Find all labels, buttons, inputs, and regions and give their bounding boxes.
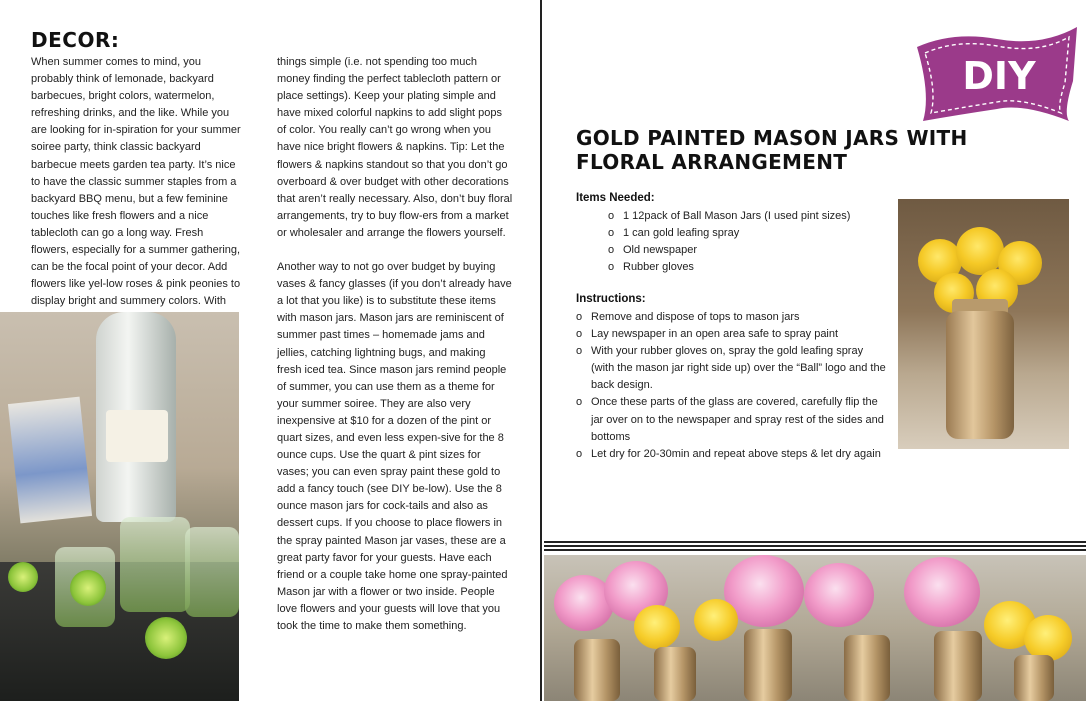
decorative-stripes bbox=[544, 541, 1086, 553]
gold-jar-shape bbox=[946, 311, 1014, 439]
rose-shape bbox=[956, 227, 1004, 275]
lime-shape bbox=[8, 562, 38, 592]
gold-jar-shape bbox=[934, 631, 982, 701]
lime-shape bbox=[70, 570, 106, 606]
list-item: o Once these parts of the glass are covered, carefully flip the jar over on to the newspaper and spray rest of the sides and bottoms bbox=[576, 396, 884, 443]
items-needed-heading: Items Needed: bbox=[576, 192, 655, 204]
rose-shape bbox=[634, 605, 680, 649]
list-item: o Old newspaper bbox=[608, 242, 888, 259]
gold-jar-photo bbox=[898, 199, 1069, 449]
bullet-icon: o bbox=[576, 311, 583, 323]
list-item: o 1 12pack of Ball Mason Jars (I used pint sizes) bbox=[608, 208, 888, 225]
items-list bbox=[608, 208, 888, 276]
decor-paragraph-1: When summer comes to mind, you probably think of lemonade, backyard barbecues, bright colors, watermelon, refreshing drinks, and the like. While you are looking for in-spiration for your summer soiree party, think classic backyard barbecue meets garden tea party. It’s nice to have the classic summer staples from a backyard BBQ menu, but a few feminine touches like fresh flowers and a nice tablecloth can go a long way. Fresh flowers, especially for a summer gathering, can be the focal point of your decor. Add flowers like yel-low roses & pink peonies to display bright and summery colors. With bbox=[31, 56, 241, 308]
gold-jar-shape bbox=[1014, 655, 1054, 701]
bottle-label-shape bbox=[106, 410, 168, 462]
list-item: o Rubber gloves bbox=[608, 259, 888, 276]
bullet-icon: o bbox=[608, 210, 615, 222]
gold-jar-shape bbox=[744, 629, 792, 701]
rose-shape bbox=[694, 599, 738, 641]
bullet-icon: o bbox=[576, 396, 583, 409]
decor-heading: DECOR: bbox=[31, 28, 120, 52]
decor-column-2 bbox=[277, 54, 513, 635]
gold-jar-shape bbox=[844, 635, 890, 701]
project-title: GOLD PAINTED MASON JARS WITH FLORAL ARRANGEMENT bbox=[576, 126, 968, 174]
list-item: o 1 can gold leafing spray bbox=[608, 225, 888, 242]
list-item: o Let dry for 20-30min and repeat above steps & let dry again bbox=[576, 446, 886, 463]
mojito-photo bbox=[0, 312, 239, 701]
decor-paragraph-3: Another way to not go over budget by buying vases & fancy glasses (if you don’t already have a lot that you like) is to substitute these items with mason jars. Mason jars are reminiscent of summer past times – homemade jams and jellies, catching lightning bugs, and making fresh iced tea. Since mason jars remind people of summer, you can use them as a theme for your summer soiree. They are also very inexpensive at $10 for a dozen of the pint or quart sizes, and even less expen-sive for the 8 ounce cups. Use the quart & pint sizes for vases; you can even spray paint these gold to add a fancy touch (see DIY be-low). Use the 8 ounce mason jars for cock-tails and also as dessert cups. If you choose to place flowers in the spray painted Mason jar vases, these are a great party favor for your guests. Have each friend or a couple take home one spray-painted Mason jar with a flower or two inside. People love flowers and your guests will love that you took the time to make them something. bbox=[277, 261, 512, 632]
bullet-icon: o bbox=[608, 261, 615, 274]
list-item: o With your rubber gloves on, spray the gold leafing spray (with the mason jar right side up) over the “Ball” logo and the back design. bbox=[576, 345, 886, 392]
bullet-icon: o bbox=[576, 345, 583, 358]
sugar-bag-shape bbox=[8, 397, 92, 524]
mason-glass-shape bbox=[185, 527, 239, 617]
bullet-icon: o bbox=[576, 328, 583, 341]
list-item: o Lay newspaper in an open area safe to spray paint bbox=[576, 326, 886, 343]
lime-shape bbox=[145, 617, 187, 659]
bullet-icon: o bbox=[576, 447, 583, 460]
decor-column-1 bbox=[31, 54, 241, 345]
diy-banner bbox=[913, 25, 1081, 123]
instructions-heading: Instructions: bbox=[576, 293, 646, 305]
instructions-list bbox=[576, 309, 886, 463]
bullet-icon: o bbox=[608, 227, 615, 240]
decor-paragraph-2: things simple (i.e. not spending too much money finding the perfect tablecloth pattern or place settings). Keep your plating simple and have mixed colorful napkins to add slight pops of color. You really can’t go wrong when you have nice bright flowers & napkins. Tip: Let the flowers & napkins standout so that you don’t go overboard & over budget with other decorations that aren’t really necessary. Also, don’t buy floral arrangements, try to buy flow-ers from a market or wholesaler and arrange the flowers yourself. bbox=[277, 56, 513, 239]
centerpiece-photo bbox=[544, 555, 1086, 701]
list-item: o Remove and dispose of tops to mason jars bbox=[576, 309, 886, 326]
mason-glass-shape bbox=[120, 517, 190, 612]
diy-badge-text: DIY bbox=[962, 54, 1036, 98]
gold-jar-shape bbox=[654, 647, 696, 701]
page-gutter bbox=[540, 0, 542, 701]
peony-shape bbox=[804, 563, 874, 627]
bullet-icon: o bbox=[608, 244, 615, 257]
peony-shape bbox=[904, 557, 980, 627]
gold-jar-shape bbox=[574, 639, 620, 701]
